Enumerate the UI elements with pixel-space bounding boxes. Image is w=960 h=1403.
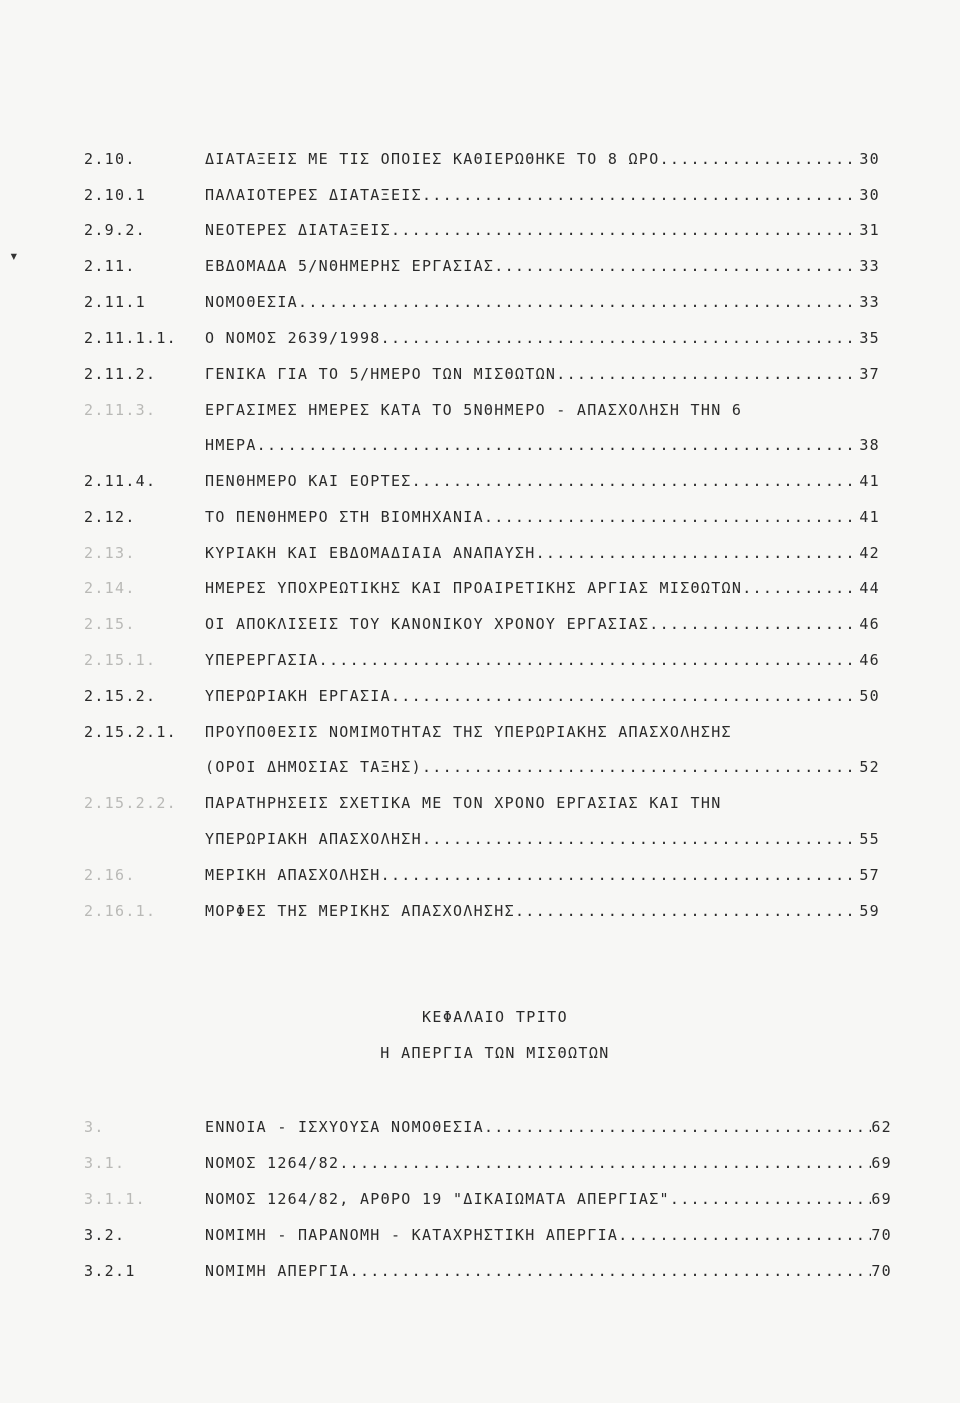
toc-row <box>84 1147 892 1179</box>
page-number: 46 <box>859 615 880 633</box>
toc-row <box>84 787 880 819</box>
leader-dots <box>422 179 859 211</box>
section-number: 2.11.3. <box>84 401 157 419</box>
section-title: ΥΠΕΡΩΡΙΑΚΗ ΕΡΓΑΣΙΑ <box>205 687 391 705</box>
page-number: 50 <box>859 687 880 705</box>
section-title: ΠΑΛΑΙΟΤΕΡΕΣ ΔΙΑΤΑΞΕΙΣ <box>205 186 422 204</box>
section-number: 2.14. <box>84 579 136 597</box>
bullet-marker: ▾ <box>9 246 19 265</box>
toc-row-continuation <box>205 429 880 461</box>
section-number: 2.9.2. <box>84 221 146 239</box>
toc-row <box>84 1183 892 1215</box>
page-number: 35 <box>859 329 880 347</box>
section-number: 3.1. <box>84 1154 126 1172</box>
toc-row <box>84 322 880 354</box>
section-number: 3. <box>84 1118 105 1136</box>
toc-row <box>84 501 880 533</box>
section-title: ΝΟΜΙΜΗ - ΠΑΡΑΝΟΜΗ - ΚΑΤΑΧΡΗΣΤΙΚΗ ΑΠΕΡΓΙΑ <box>205 1226 619 1244</box>
section-number: 2.15.2.1. <box>84 723 177 741</box>
leader-dots <box>381 322 860 354</box>
toc-row-continuation <box>205 751 880 783</box>
section-number: 3.1.1. <box>84 1190 146 1208</box>
toc-row <box>84 179 880 211</box>
toc-row <box>84 644 880 676</box>
section-number: 2.12. <box>84 508 136 526</box>
section-number: 2.11. <box>84 257 136 275</box>
section-number: 3.2.1 <box>84 1262 136 1280</box>
leader-dots <box>670 1183 871 1215</box>
page-number: 30 <box>859 186 880 204</box>
section-title: ΔΙΑΤΑΞΕΙΣ ΜΕ ΤΙΣ ΟΠΟΙΕΣ ΚΑΘΙΕΡΩΘΗΚΕ ΤΟ 8 ΩΡΟ <box>205 150 660 168</box>
toc-row-continuation <box>205 823 880 855</box>
page-number: 44 <box>859 579 880 597</box>
page-number: 55 <box>859 830 880 848</box>
section-number: 2.16. <box>84 866 136 884</box>
section-title: ΜΕΡΙΚΗ ΑΠΑΣΧΟΛΗΣΗ <box>205 866 381 884</box>
section-title: ΠΑΡΑΤΗΡΗΣΕΙΣ ΣΧΕΤΙΚΑ ΜΕ ΤΟΝ ΧΡΟΝΟ ΕΡΓΑΣΙΑΣ ΚΑΙ ΤΗΝ <box>205 794 722 812</box>
leader-dots <box>494 250 859 282</box>
section-title: ΝΟΜΟΣ 1264/82 <box>205 1154 340 1172</box>
section-title-continuation: ΗΜΕΡΑ <box>205 436 257 454</box>
toc-row <box>84 394 880 426</box>
leader-dots <box>515 895 859 927</box>
leader-dots <box>381 859 860 891</box>
section-title: ΓΕΝΙΚΑ ΓΙΑ ΤΟ 5/ΗΜΕΡΟ ΤΩΝ ΜΙΣΘΩΤΩΝ <box>205 365 557 383</box>
section-number: 2.15. <box>84 615 136 633</box>
toc-row <box>84 465 880 497</box>
page-number: 42 <box>859 544 880 562</box>
leader-dots <box>391 214 859 246</box>
section-title: ΟΙ ΑΠΟΚΛΙΣΕΙΣ ΤΟΥ ΚΑΝΟΝΙΚΟΥ ΧΡΟΝΟΥ ΕΡΓΑΣΙΑΣ <box>205 615 650 633</box>
page-number: 62 <box>871 1118 892 1136</box>
section-number: 2.15.2.2. <box>84 794 177 812</box>
toc-row <box>84 895 880 927</box>
toc-row <box>84 716 880 748</box>
page-number: 69 <box>871 1190 892 1208</box>
section-title: ΠΡΟΥΠΟΘΕΣΙΣ ΝΟΜΙΜΟΤΗΤΑΣ ΤΗΣ ΥΠΕΡΩΡΙΑΚΗΣ ΑΠΑΣΧΟΛΗΣΗΣ <box>205 723 732 741</box>
toc-row <box>84 537 880 569</box>
page-number: 37 <box>859 365 880 383</box>
page-number: 33 <box>859 293 880 311</box>
page-number: 31 <box>859 221 880 239</box>
section-number: 2.16.1. <box>84 902 157 920</box>
leader-dots <box>660 143 860 175</box>
page-number: 41 <box>859 508 880 526</box>
section-title: ΥΠΕΡΕΡΓΑΣΙΑ <box>205 651 319 669</box>
toc-row <box>84 680 880 712</box>
section-title: ΝΟΜΙΜΗ ΑΠΕΡΓΙΑ <box>205 1262 350 1280</box>
toc-row <box>84 358 880 390</box>
leader-dots <box>742 572 859 604</box>
section-number: 2.10. <box>84 150 136 168</box>
page-number: 38 <box>859 436 880 454</box>
page-number: 41 <box>859 472 880 490</box>
leader-dots <box>536 537 860 569</box>
section-number: 3.2. <box>84 1226 126 1244</box>
leader-dots <box>556 358 859 390</box>
page-number: 70 <box>871 1226 892 1244</box>
section-number: 2.15.2. <box>84 687 157 705</box>
page-number: 59 <box>859 902 880 920</box>
section-title: ΕΝΝΟΙΑ - ΙΣΧΥΟΥΣΑ ΝΟΜΟΘΕΣΙΑ <box>205 1118 484 1136</box>
section-title: ΝΟΜΟΣ 1264/82, ΑΡΘΡΟ 19 "ΔΙΚΑΙΩΜΑΤΑ ΑΠΕΡΓΙΑΣ" <box>205 1190 670 1208</box>
section-title: ΝΟΜΟΘΕΣΙΑ <box>205 293 298 311</box>
chapter-subtitle: Η ΑΠΕΡΓΙΑ ΤΩΝ ΜΙΣΘΩΤΩΝ <box>380 1044 610 1062</box>
section-title: ΚΥΡΙΑΚΗ ΚΑΙ ΕΒΔΟΜΑΔΙΑΙΑ ΑΝΑΠΑΥΣΗ <box>205 544 536 562</box>
leader-dots <box>257 429 860 461</box>
leader-dots <box>618 1219 871 1251</box>
toc-row <box>84 286 880 318</box>
toc-row <box>84 859 880 891</box>
section-title: ΠΕΝΘΗΜΕΡΟ ΚΑΙ ΕΟΡΤΕΣ <box>205 472 412 490</box>
leader-dots <box>422 823 859 855</box>
section-number: 2.10.1 <box>84 186 146 204</box>
page-number: 33 <box>859 257 880 275</box>
page-number: 30 <box>859 150 880 168</box>
toc-row <box>84 1255 892 1287</box>
leader-dots <box>391 680 859 712</box>
toc-row <box>84 143 880 175</box>
section-title-continuation: (ΟΡΟΙ ΔΗΜΟΣΙΑΣ ΤΑΞΗΣ) <box>205 758 422 776</box>
section-number: 2.11.2. <box>84 365 157 383</box>
leader-dots <box>298 286 859 318</box>
leader-dots <box>319 644 860 676</box>
toc-row <box>84 1111 892 1143</box>
section-number: 2.11.1 <box>84 293 146 311</box>
section-title: ΕΒΔΟΜΑΔΑ 5/ΝΘΗΜΕΡΗΣ ΕΡΓΑΣΙΑΣ <box>205 257 495 275</box>
section-number: 2.11.1.1. <box>84 329 177 347</box>
section-number: 2.13. <box>84 544 136 562</box>
leader-dots <box>422 751 859 783</box>
leader-dots <box>350 1255 872 1287</box>
page-number: 52 <box>859 758 880 776</box>
toc-row <box>84 214 880 246</box>
page-number: 46 <box>859 651 880 669</box>
page-number: 69 <box>871 1154 892 1172</box>
page-number: 70 <box>871 1262 892 1280</box>
section-title: ΜΟΡΦΕΣ ΤΗΣ ΜΕΡΙΚΗΣ ΑΠΑΣΧΟΛΗΣΗΣ <box>205 902 515 920</box>
toc-row <box>84 250 880 282</box>
section-number: 2.11.4. <box>84 472 157 490</box>
section-number: 2.15.1. <box>84 651 157 669</box>
page-number: 57 <box>859 866 880 884</box>
section-title: ΤΟ ΠΕΝΘΗΜΕΡΟ ΣΤΗ ΒΙΟΜΗΧΑΝΙΑ <box>205 508 484 526</box>
toc-row <box>84 608 880 640</box>
section-title: ΝΕΟΤΕΡΕΣ ΔΙΑΤΑΞΕΙΣ <box>205 221 391 239</box>
section-title: Ο ΝΟΜΟΣ 2639/1998 <box>205 329 381 347</box>
section-title-continuation: ΥΠΕΡΩΡΙΑΚΗ ΑΠΑΣΧΟΛΗΣΗ <box>205 830 422 848</box>
leader-dots <box>339 1147 871 1179</box>
toc-row <box>84 1219 892 1251</box>
section-title: ΗΜΕΡΕΣ ΥΠΟΧΡΕΩΤΙΚΗΣ ΚΑΙ ΠΡΟΑΙΡΕΤΙΚΗΣ ΑΡΓΙΑΣ ΜΙΣΘΩΤΩΝ <box>205 579 743 597</box>
leader-dots <box>484 1111 871 1143</box>
section-title: ΕΡΓΑΣΙΜΕΣ ΗΜΕΡΕΣ ΚΑΤΑ ΤΟ 5ΝΘΗΜΕΡΟ - ΑΠΑΣΧΟΛΗΣΗ ΤΗΝ 6 <box>205 401 743 419</box>
leader-dots <box>649 608 859 640</box>
leader-dots <box>412 465 860 497</box>
toc-row <box>84 572 880 604</box>
leader-dots <box>484 501 859 533</box>
chapter-heading: ΚΕΦΑΛΑΙΟ ΤΡΙΤΟ <box>421 1008 569 1026</box>
